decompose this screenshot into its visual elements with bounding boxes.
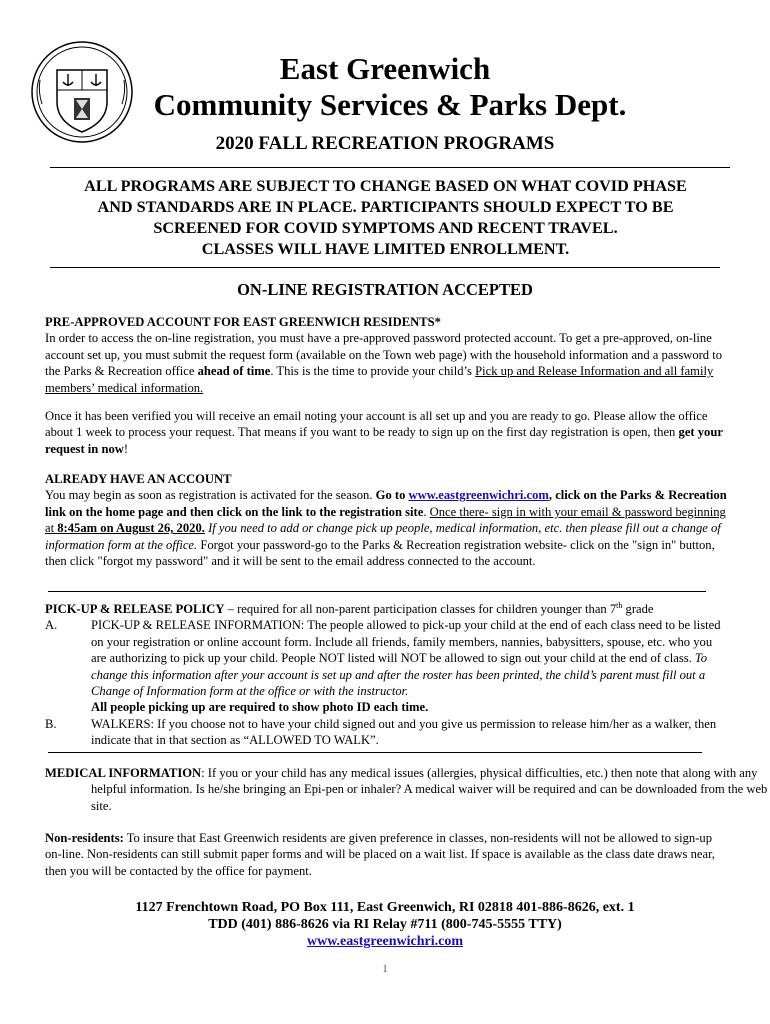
section-heading: PICK-UP & RELEASE POLICY – required for all non-parent participation classes for children younger than 7th grade (45, 600, 654, 616)
existing-account-section (45, 471, 727, 569)
online-registration-heading: ON-LINE REGISTRATION ACCEPTED (237, 280, 533, 299)
list-item: A. PICK-UP & RELEASE INFORMATION: The people allowed to pick-up your child at the end of each class need to be listed on your registration or online account form. Include all friends, family members, nannies, babysitters, spouse, etc. who you are authorizing to pick up your child. People NOT listed will NOT be allowed to sign out your child at the end of class. To change this information after your account is set up and after the roster has been printed, the child’s parent must fill out a Change of Information form at the office or with the instructor. All people picking up are required to show photo ID each time. (45, 618, 721, 715)
footer-tdd: TDD (401) 886-8626 via RI Relay #711 (800-745-5555 TTY) (208, 917, 562, 932)
nonresidents-section: Non-residents: To insure that East Greenwich residents are given preference in classes, non-residents will not be allowed to sign-up on-line. Non-residents can still submit paper forms and will be placed on a wait list. If space is available as the class date draws near, then you will be contacted by the office for payment. (45, 831, 715, 878)
warning-line: ALL PROGRAMS ARE SUBJECT TO CHANGE BASED ON WHAT COVID PHASE (84, 177, 687, 195)
divider (50, 167, 730, 168)
warning-line: AND STANDARDS ARE IN PLACE. PARTICIPANTS SHOULD EXPECT TO BE (97, 198, 674, 216)
divider (48, 752, 702, 753)
medical-section: MEDICAL INFORMATION: If you or your child has any medical issues (allergies, physical difficulties, etc.) then note that along with any helpful information. Is he/she bringing an Epi-pen or inhaler? A medical waiver will be required and can be downloaded from the web site. (45, 766, 768, 813)
section-heading: ALREADY HAVE AN ACCOUNT (45, 472, 232, 486)
page-title-line-1: East Greenwich (279, 51, 491, 86)
footer-website (0, 932, 770, 951)
section-body: In order to access the on-line registration, you must have a pre-approved password protected account. To get a pre-approved, on-line account set up, you must submit the request form (available on the Town web page) with the household information and a password to the Parks & Recreation office ahead of time. This is the time to provide your child’s Pick up and Release Information and all family members’ medical information. (45, 331, 723, 395)
page-title-line-2: Community Services & Parks Dept. (153, 87, 627, 122)
section-body: You may begin as soon as registration is activated for the season. Go to www.eastgreenwichri.com, click on the Parks & Recreation link on the home page and then click on the link to the registration site. Once there- sign in with your email & password beginning at 8:45am on August 26, 2020. If you need to add or change pick up people, medical information, etc. then please fill out a change of information form at the office. Forgot your password-go to the Parks & Recreation registration website- click on the "sign in" button, then click "forgot my password" and it will be sent to the email address connected to the account. (45, 488, 727, 569)
verified-paragraph: Once it has been verified you will receive an email noting your account is all set up and you are ready to go. Please allow the office about 1 week to process your request. That means if you want to be ready to sign up on the first day registration is open, then get your request in now! (45, 409, 723, 456)
divider (48, 591, 706, 592)
divider (50, 267, 720, 268)
preapproved-section (45, 314, 727, 396)
footer-address: 1127 Frenchtown Road, PO Box 111, East Greenwich, RI 02818 401-886-8626, ext. 1 (135, 900, 635, 915)
list-item: B. WALKERS: If you choose not to have your child signed out and you give us permission to release him/her as a walker, then indicate that in that section as “ALLOWED TO WALK”. (45, 716, 717, 748)
page-number: 1 (382, 964, 388, 975)
section-heading: PRE-APPROVED ACCOUNT FOR EAST GREENWICH RESIDENTS* (45, 315, 441, 329)
pickup-policy-section (45, 601, 727, 749)
page-subtitle: 2020 FALL RECREATION PROGRAMS (215, 133, 555, 154)
footer-website-link[interactable]: www.eastgreenwichri.com (306, 934, 464, 949)
warning-line: SCREENED FOR COVID SYMPTOMS AND RECENT TRAVEL. (153, 219, 618, 237)
warning-line: CLASSES WILL HAVE LIMITED ENROLLMENT. (201, 240, 570, 258)
website-link[interactable]: www.eastgreenwichri.com (408, 488, 549, 503)
covid-warning (48, 176, 723, 260)
